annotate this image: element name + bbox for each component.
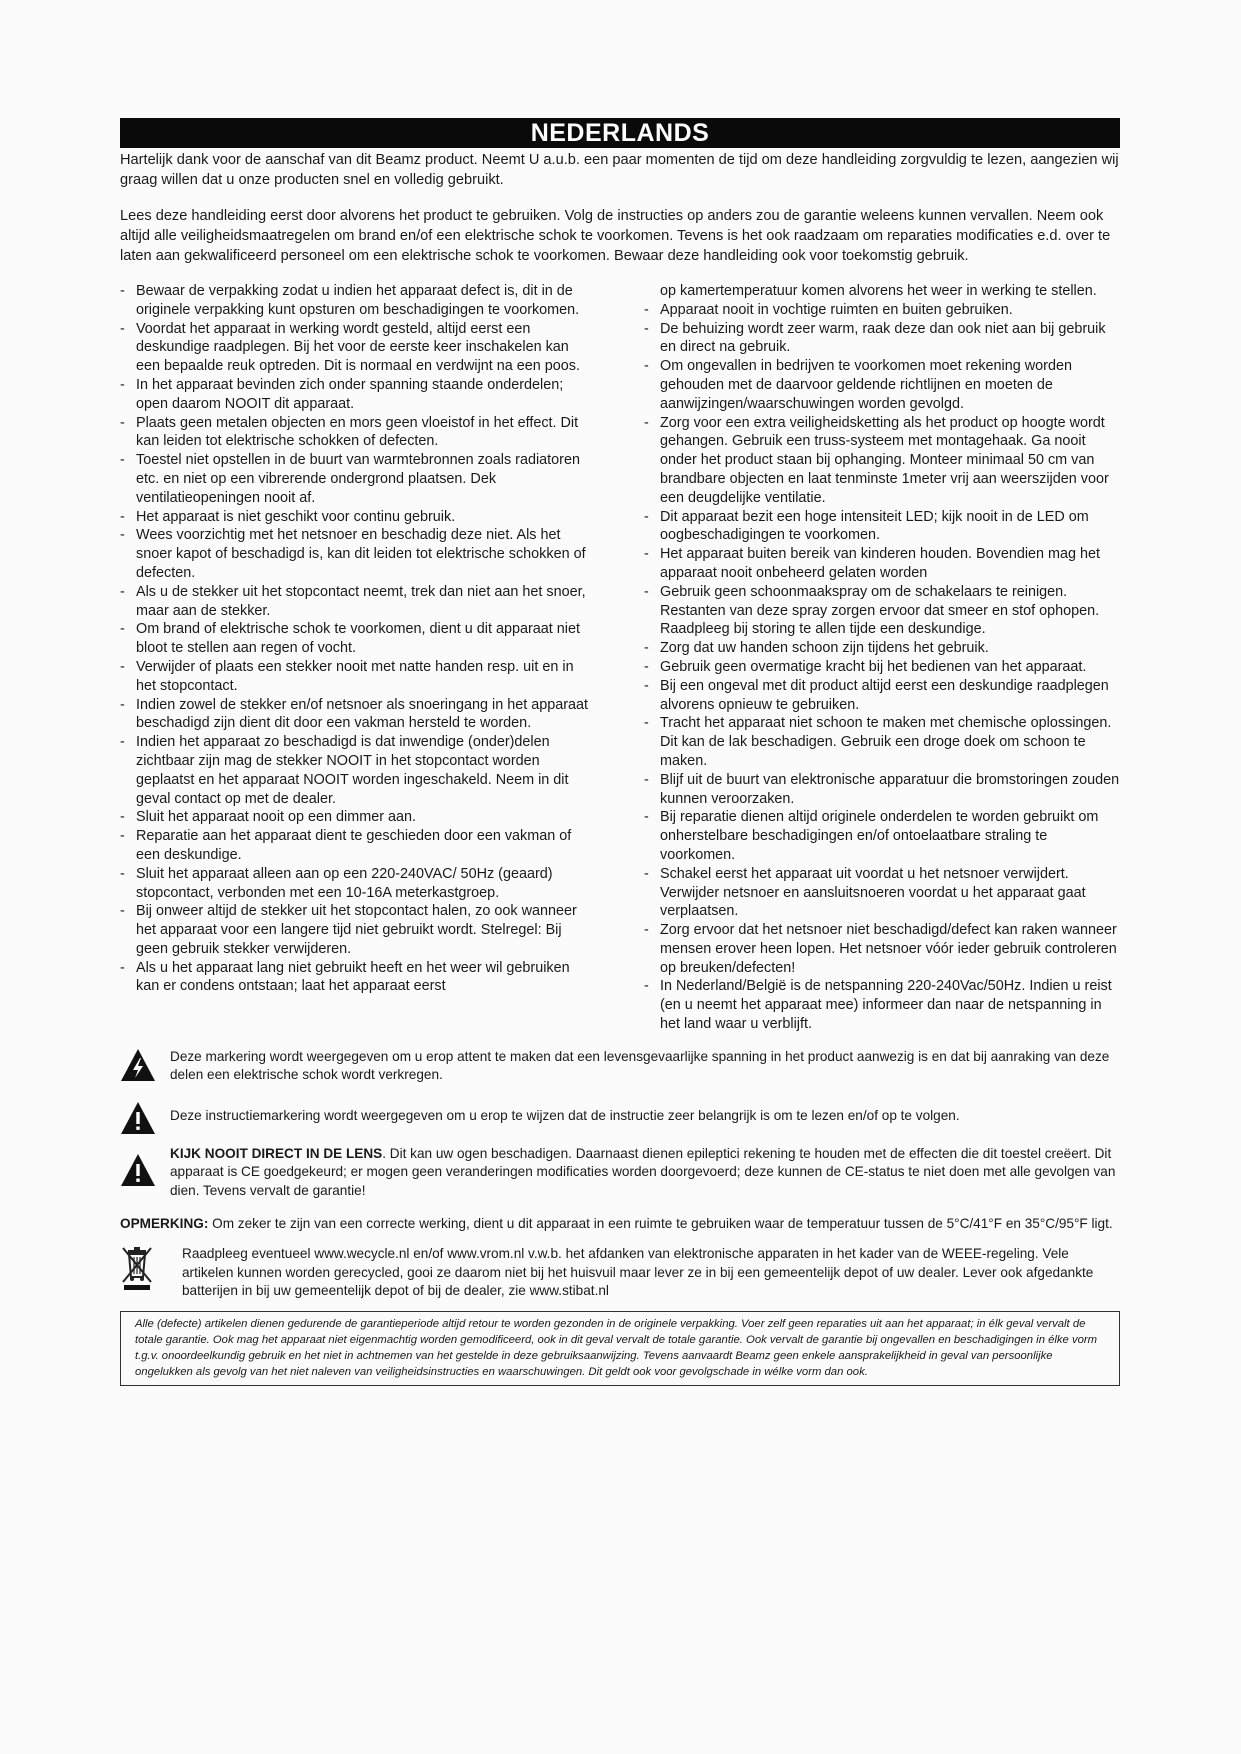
list-item: - Gebruik geen schoonmaakspray om de schakelaars te reinigen. Restanten van deze spray zorgen ervoor dat smeer en stof ophopen. Raadpleeg bij storing te allen tijde een deskundige. xyxy=(644,583,1120,639)
exclamation-warning-icon xyxy=(120,1145,170,1187)
list-item: - Zorg voor een extra veiligheidsketting als het product op hoogte wordt gehangen. Gebruik een truss-systeem met montagehaak. Ga nooit onder het product staan bij ophanging. Monteer minimaal 50 cm van brandbare objecten en laat tenminste 1meter vrij aan weerszijden voor een deugdelijke ventilatie. xyxy=(644,414,1120,508)
list-item: - Bewaar de verpakking zodat u indien het apparaat defect is, dit in de originele verpakking kunt opsturen om beschadigingen te voorkomen. xyxy=(120,282,596,320)
list-item-continuation: op kamertemperatuur komen alvorens het weer in werking te stellen. xyxy=(660,283,1097,299)
temperature-note xyxy=(120,1214,1120,1233)
list-item: - Schakel eerst het apparaat uit voordat u het netsnoer verwijdert. Verwijder netsnoer en aansluitsnoeren voordat u het apparaat gaat verplaatsen. xyxy=(644,865,1120,921)
list-item: - Bij een ongeval met dit product altijd eerst een deskundige raadplegen alvorens opnieuw te gebruiken. xyxy=(644,677,1120,715)
warning-lens-text xyxy=(170,1145,1120,1201)
right-safety-list xyxy=(644,282,1120,1034)
list-item: - Verwijder of plaats een stekker nooit met natte handen resp. uit en in het stopcontact. xyxy=(120,658,596,696)
list-item: - Zorg ervoor dat het netsnoer niet beschadigd/defect kan raken wanneer mensen erover heen lopen. Het netsnoer vóór ieder gebruik controleren op breuken/defecten! xyxy=(644,921,1120,977)
list-item: - Als u het apparaat lang niet gebruikt heeft en het weer wil gebruiken kan er condens ontstaan; laat het apparaat eerst xyxy=(120,959,596,997)
warning-lens-body: . Dit kan uw ogen beschadigen. Daarnaast dienen epileptici rekening te houden met de effecten die dit toestel creëert. Dit apparaat is CE goedgekeurd; er mogen geen veranderingen modificaties worden doorgevoerd; deze kunnen de CE-status te niet doen met alle gevolgen van dien. Tevens vervalt de garantie! xyxy=(170,1145,1116,1198)
list-item: - Tracht het apparaat niet schoon te maken met chemische oplossingen. Dit kan de lak beschadigen. Gebruik een droge doek om schoon te maken. xyxy=(644,714,1120,770)
list-item: - Sluit het apparaat nooit op een dimmer aan. xyxy=(120,808,596,827)
list-item: - Plaats geen metalen objecten en mors geen vloeistof in het effect. Dit kan leiden tot elektrische schokken of defecten. xyxy=(120,414,596,452)
exclamation-warning-icon xyxy=(120,1101,170,1135)
warning-voltage-text: Deze markering wordt weergegeven om u erop attent te maken dat een levensgevaarlijke spanning in het product aanwezig is en dat bij aanraking van deze delen een elektrische schok wordt verkregen. xyxy=(170,1048,1110,1083)
safety-columns xyxy=(120,282,1120,1034)
left-column xyxy=(120,282,596,1034)
intro-paragraph: Hartelijk dank voor de aanschaf van dit Beamz product. Neemt U a.u.b. een paar momenten de tijd om deze handleiding zorgvuldig te lezen, aangezien wij graag willen dat u onze producten snel en volledig gebruikt. xyxy=(120,152,1119,188)
list-item: - De behuizing wordt zeer warm, raak deze dan ook niet aan bij gebruik en direct na gebruik. xyxy=(644,320,1120,358)
list-item: - Om brand of elektrische schok te voorkomen, dient u dit apparaat niet bloot te stellen aan regen of vocht. xyxy=(120,620,596,658)
lightning-warning-icon xyxy=(120,1048,170,1082)
warranty-box xyxy=(120,1311,1120,1386)
recycling-notice xyxy=(120,1245,1120,1301)
list-item: - Bij reparatie dienen altijd originele onderdelen te worden gebruikt om onherstelbare beschadigingen en/of ontoelaatbare straling te voorkomen. xyxy=(644,808,1120,864)
left-safety-list xyxy=(120,282,596,996)
list-item: - Sluit het apparaat alleen aan op een 220-240VAC/ 50Hz (geaard) stopcontact, verbonden met een 10-16A meterkastgroep. xyxy=(120,865,596,903)
list-item: - In het apparaat bevinden zich onder spanning staande onderdelen; open daarom NOOIT dit apparaat. xyxy=(120,376,596,414)
instructions-paragraph: Lees deze handleiding eerst door alvorens het product te gebruiken. Volg de instructies op anders zou de garantie weleens kunnen vervallen. Neem ook altijd alle veiligheidsmaatregelen om brand en/of een elektrische schok te voorkomen. Tevens is het ook raadzaam om reparaties modificaties e.d. over te laten aan gekwalificeerd personeel om een elektrische schok te voorkomen. Bewaar deze handleiding ook voor toekomstig gebruik. xyxy=(120,208,1111,264)
list-item: - Het apparaat buiten bereik van kinderen houden. Bovendien mag het apparaat nooit onbeheerd gelaten worden xyxy=(644,545,1120,583)
manual-page xyxy=(120,118,1120,1386)
list-item: - Als u de stekker uit het stopcontact neemt, trek dan niet aan het snoer, maar aan de stekker. xyxy=(120,583,596,621)
list-item: - Zorg dat uw handen schoon zijn tijdens het gebruik. xyxy=(644,639,1120,658)
list-item: - Dit apparaat bezit een hoge intensiteit LED; kijk nooit in de LED om oogbeschadigingen te voorkomen. xyxy=(644,508,1120,546)
list-item: - In Nederland/België is de netspanning 220-240Vac/50Hz. Indien u reist (en u neemt het apparaat mee) informeer dan naar de netspanning in het land waar u verblijft. xyxy=(644,977,1120,1033)
list-item: - Indien zowel de stekker en/of netsnoer als snoeringang in het apparaat beschadigd zijn dient dit door een vakman hersteld te worden. xyxy=(120,696,596,734)
warning-lens-bold: KIJK NOOIT DIRECT IN DE LENS xyxy=(170,1145,383,1161)
warning-instruction xyxy=(120,1101,1120,1135)
recycling-text: Raadpleeg eventueel www.wecycle.nl en/of www.vrom.nl v.w.b. het afdanken van elektronische apparaten in het kader van de WEEE-regeling. Vele artikelen kunnen worden gerecycled, gooi ze daarom niet bij het huisvuil maar lever ze in bij een gemeentelijk depot of uw dealer. Lever ook afgedankte batterijen in bij uw gemeentelijk depot of bij de dealer, zie www.stibat.nl xyxy=(182,1246,1094,1299)
warning-instruction-text: Deze instructiemarkering wordt weergegeven om u erop te wijzen dat de instructie zeer belangrijk is om te lezen en/of op te volgen. xyxy=(170,1107,960,1123)
list-item: - Toestel niet opstellen in de buurt van warmtebronnen zoals radiatoren etc. en niet op een vibrerende ondergrond plaatsen. Dek ventilatieopeningen nooit af. xyxy=(120,451,596,507)
note-body: Om zeker te zijn van een correcte werking, dient u dit apparaat in een ruimte te gebruiken waar de temperatuur tussen de 5°C/41°F en 35°C/95°F ligt. xyxy=(208,1216,1113,1232)
crossed-bin-icon xyxy=(120,1245,182,1297)
list-item: - Voordat het apparaat in werking wordt gesteld, altijd eerst een deskundige raadplegen. Bij het voor de eerste keer inschakelen kan een bepaalde reuk optreden. Dit is normaal en verdwijnt na een poos. xyxy=(120,320,596,376)
list-item: - Apparaat nooit in vochtige ruimten en buiten gebruiken. xyxy=(644,301,1120,320)
list-item: - Indien het apparaat zo beschadigd is dat inwendige (onder)delen zichtbaar zijn mag de stekker NOOIT in het stopcontact worden geplaatst en het apparaat NOOIT worden ingeschakeld. Neem in dit geval contact op met de dealer. xyxy=(120,733,596,808)
list-item: - Bij onweer altijd de stekker uit het stopcontact halen, zo ook wanneer het apparaat voor een langere tijd niet gebruikt wordt. Stelregel: Bij geen gebruik stekker verwijderen. xyxy=(120,902,596,958)
list-item: - Wees voorzichtig met het netsnoer en beschadig deze niet. Als het snoer kapot of beschadigd is, kan dit leiden tot elektrische schokken of defecten. xyxy=(120,526,596,582)
list-item: - Om ongevallen in bedrijven te voorkomen moet rekening worden gehouden met de daarvoor geldende richtlijnen en moeten de aanwijzingen/waarschuwingen worden gevolgd. xyxy=(644,357,1120,413)
list-item: - Het apparaat is niet geschikt voor continu gebruik. xyxy=(120,508,596,527)
warning-lens xyxy=(120,1145,1120,1201)
list-item: - Blijf uit de buurt van elektronische apparatuur die bromstoringen zouden kunnen veroorzaken. xyxy=(644,771,1120,809)
section-title: NEDERLANDS xyxy=(120,118,1120,148)
list-item: - Gebruik geen overmatige kracht bij het bedienen van het apparaat. xyxy=(644,658,1120,677)
warning-voltage xyxy=(120,1048,1120,1085)
list-item: - Reparatie aan het apparaat dient te geschieden door een vakman of een deskundige. xyxy=(120,827,596,865)
right-column xyxy=(644,282,1120,1034)
note-label: OPMERKING: xyxy=(120,1216,209,1232)
warranty-text: Alle (defecte) artikelen dienen gedurende de garantieperiode altijd retour te worden gezonden in de originele verpakking. Voer zelf geen reparaties uit aan het apparaat; in élk geval vervalt de totale garantie. Ook mag het apparaat niet eigenmachtig worden gemodificeerd, ook in dit geval vervalt de totale garantie. Ook vervalt de garantie bij ongevallen en beschadigingen in élke vorm t.g.v. onoordeelkundig gebruik en het niet in achtnemen van het gestelde in deze gebruiksaanwijzing. Tevens aanvaardt Beamz geen enkele aansprakelijkheid in geval van persoonlijke ongelukken als gevolg van het niet naleven van veiligheidsinstructies en waarschuwingen. Dit geldt ook voor gevolgschade in wélke vorm dan ook. xyxy=(135,1317,1098,1378)
